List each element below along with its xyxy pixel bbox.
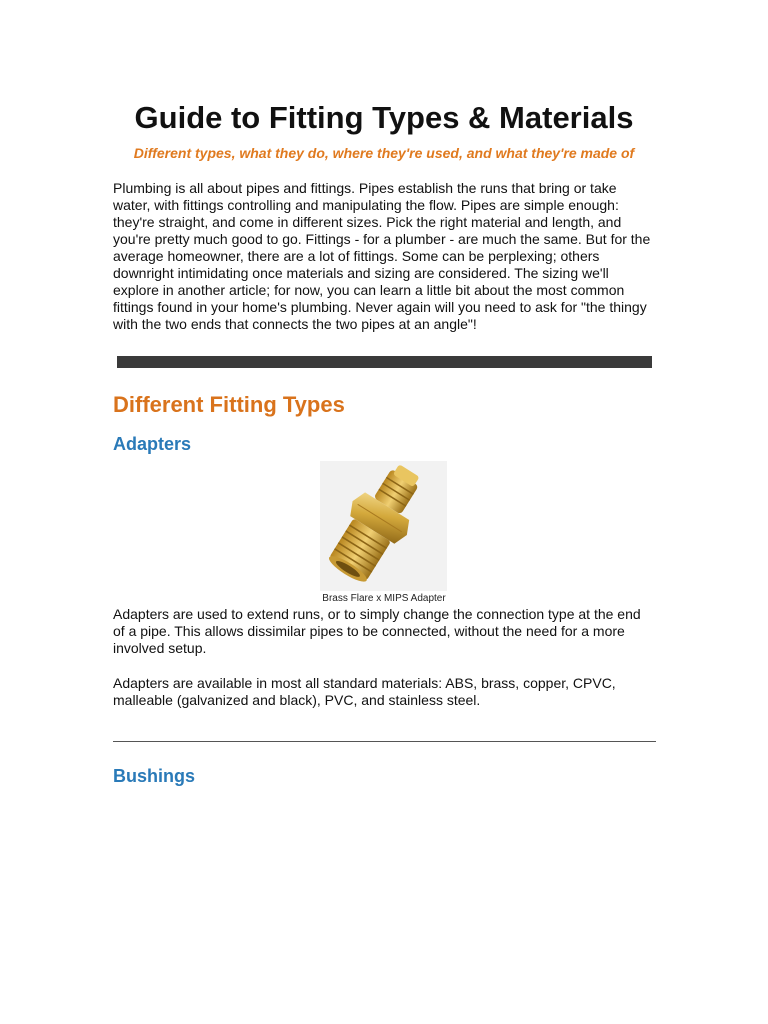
intro-paragraph: Plumbing is all about pipes and fittings. Pipes establish the runs that bring or take water, with fittings controlling and manipulating the flow. Pipes are simple enough: they're straight, and come in different sizes. Pick the right material and length, and you're pretty much good to go. Fittings - for a plumber - are much the same. But for the average homeowner, there are a lot of fittings. Some can be perplexing; others downright intimidating once materials and sizing are considered. The sizing we'll explore in another article; for now, you can learn a little bit about the most common fittings found in your home's plumbing. Never again will you need to ask for "the thingy with the two ends that connects the two pipes at an angle"! <box>113 180 651 332</box>
bushings-heading: Bushings <box>113 766 196 786</box>
brass-adapter-image <box>320 461 447 591</box>
page-title: Guide to Fitting Types & Materials <box>134 100 634 135</box>
section-divider-thick <box>117 356 652 368</box>
adapters-paragraph-2: Adapters are available in most all standard materials: ABS, brass, copper, CPVC, malleable (galvanized and black), PVC, and stainless steel. <box>113 675 616 708</box>
page-subtitle: Different types, what they do, where they're used, and what they're made of <box>133 145 635 161</box>
section-heading: Different Fitting Types <box>113 392 345 417</box>
image-caption: Brass Flare x MIPS Adapter <box>322 593 446 604</box>
section-divider-thin <box>113 741 656 742</box>
adapters-paragraph-1: Adapters are used to extend runs, or to simply change the connection type at the end of a pipe. This allows dissimilar pipes to be connected, without the need for a more involved setup. <box>113 606 641 656</box>
brass-adapter-illustration <box>320 461 447 591</box>
adapters-heading: Adapters <box>113 434 192 454</box>
